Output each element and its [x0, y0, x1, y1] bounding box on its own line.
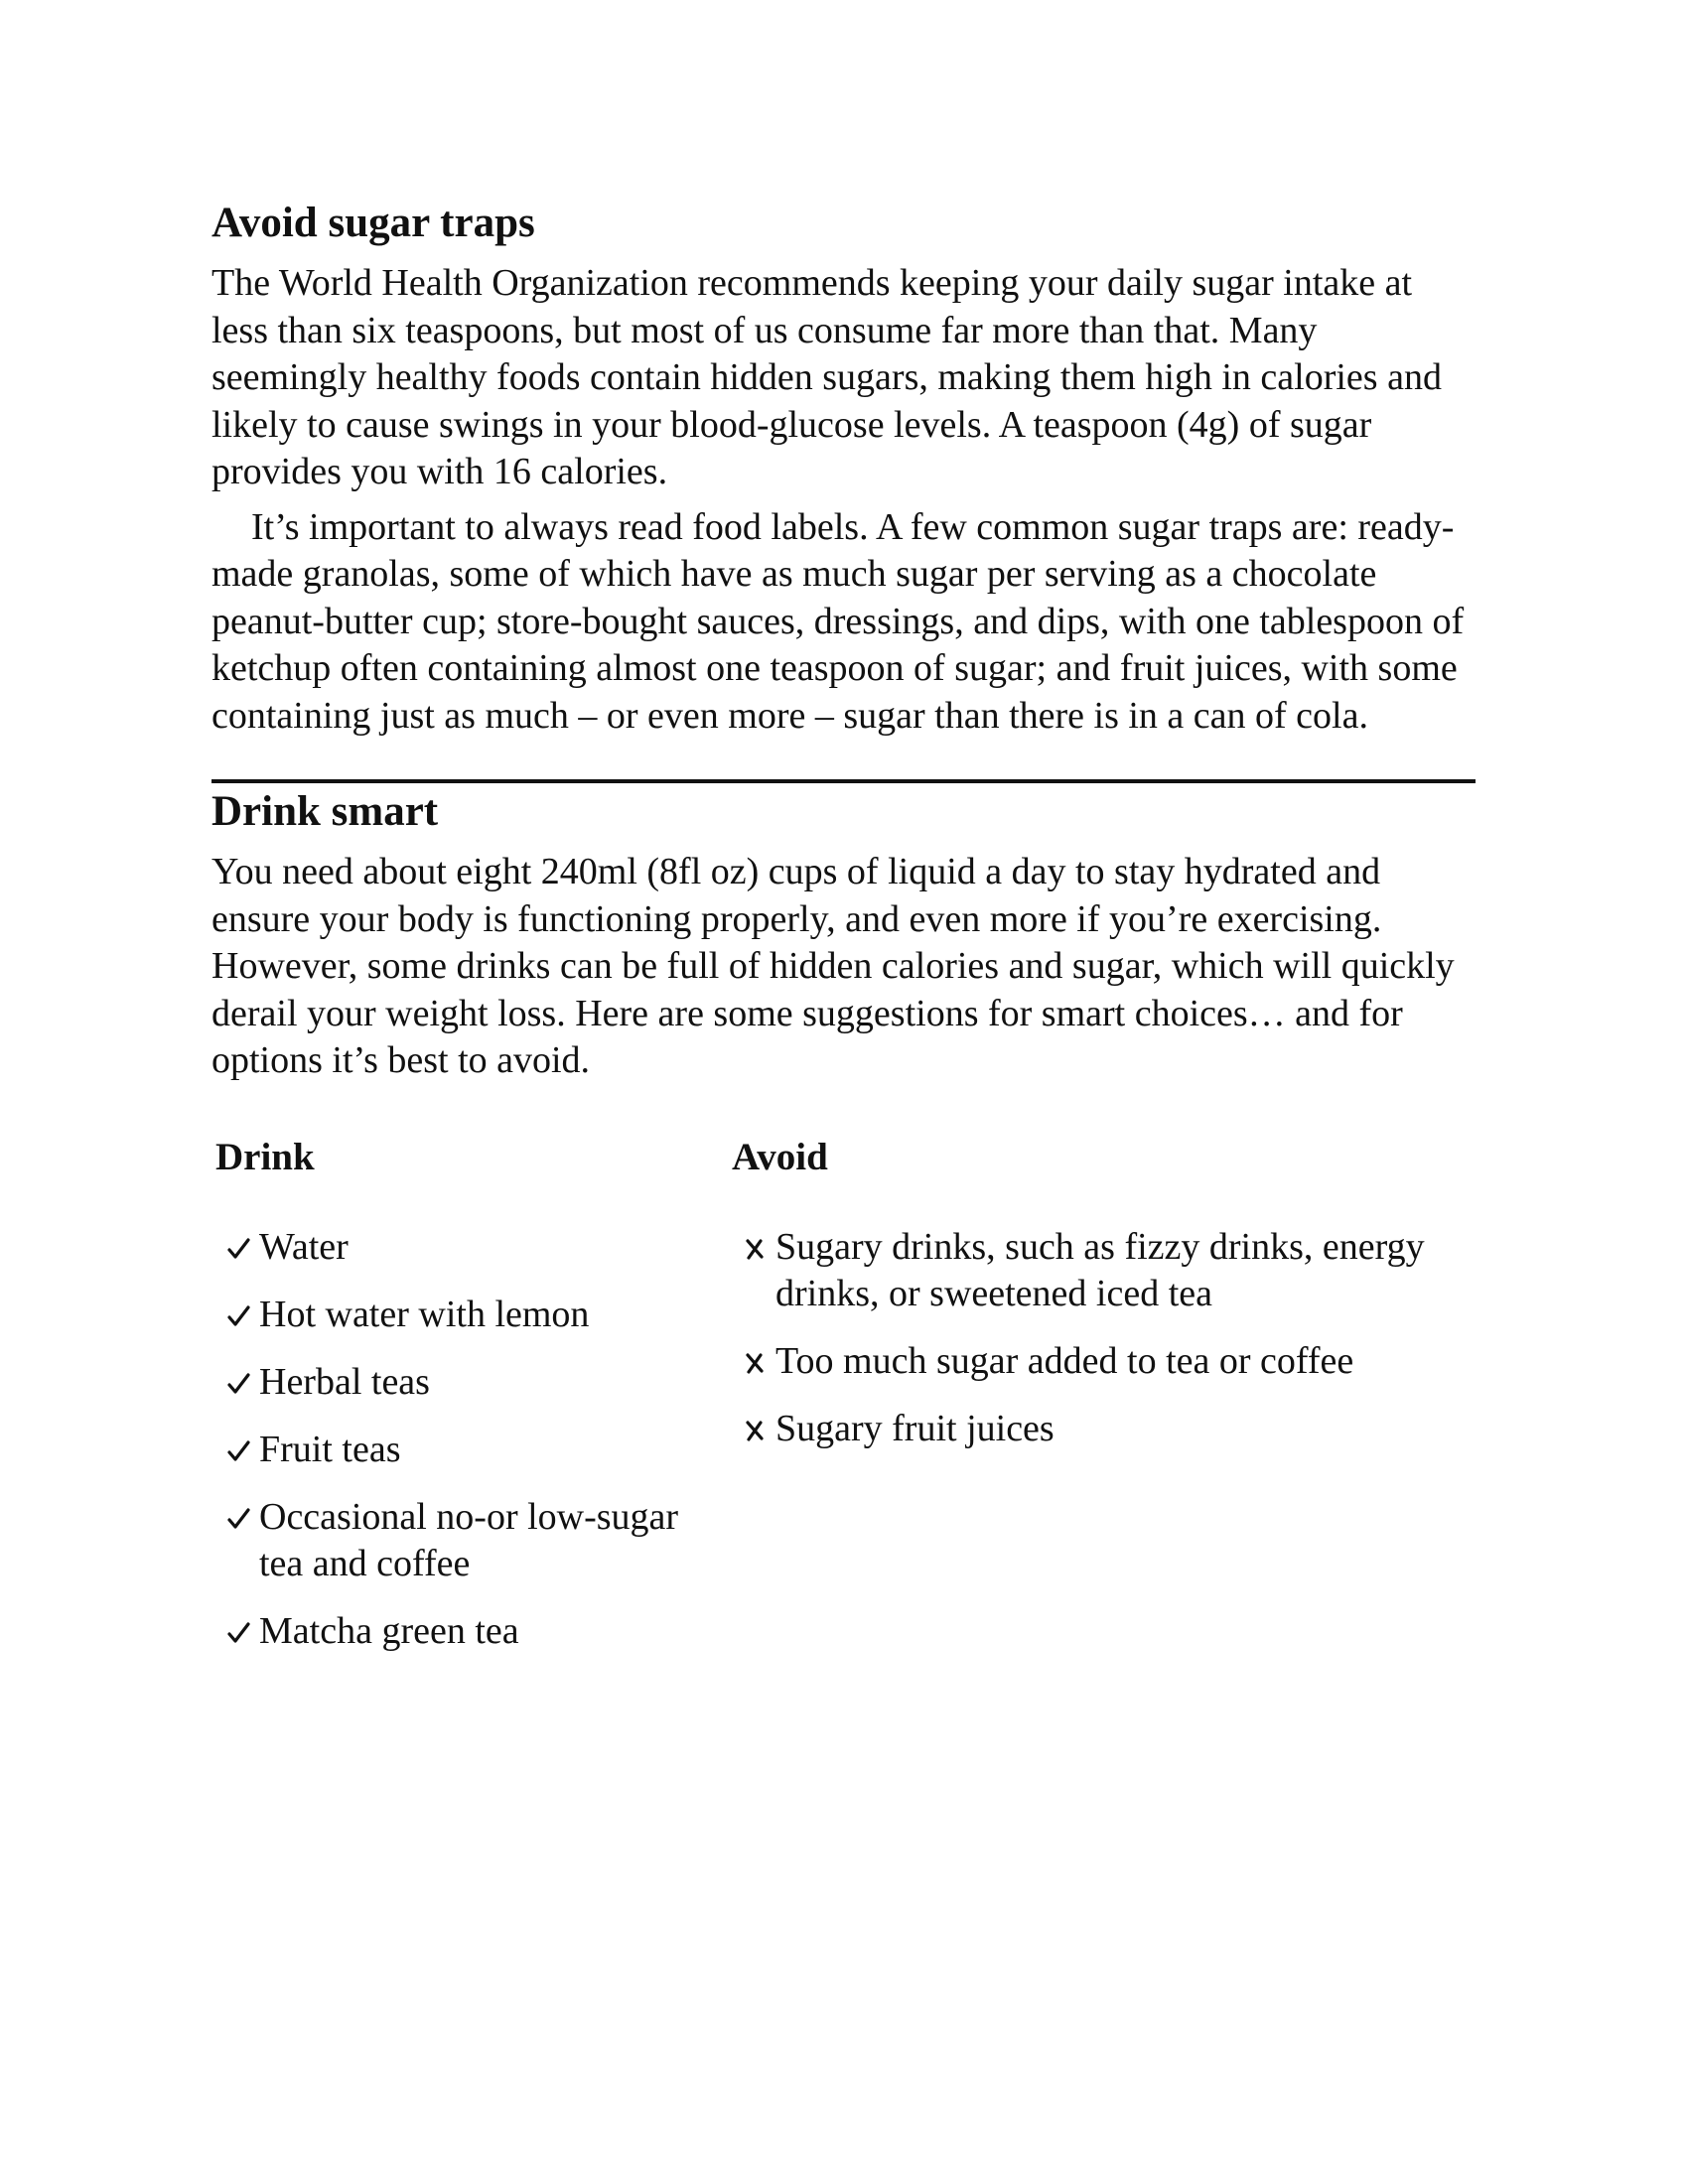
avoid-list-item	[743, 1406, 1438, 1452]
avoid-list-item	[743, 1224, 1438, 1317]
avoid-item-label: Sugary drinks, such as fizzy drinks, energy drinks, or sweetened iced tea	[775, 1225, 1425, 1314]
avoid-column-heading: Avoid	[732, 1135, 828, 1178]
check-icon	[226, 1494, 256, 1541]
drink-list-item	[226, 1608, 693, 1655]
paragraph-food-labels: It’s important to always read food labels. A few common sugar traps are: ready-made granolas, some of which have as much sugar per serving as a chocolate peanut-butter cup; store-bought sauces, dressings, and dips, with one tablespoon of ketchup often containing almost one teaspoon of sugar; and fruit juices, with some containing just as much – or even more – sugar than there is in a can of cola.	[211, 505, 1465, 737]
section-heading-drink-smart: Drink smart	[211, 788, 439, 835]
paragraph-sugar-intake: The World Health Organization recommends keeping your daily sugar intake at less than six teaspoons, but most of us consume far more than that. Many seemingly healthy foods contain hidden sugars, making them high in calories and likely to cause swings in your blood-glucose levels. A teaspoon (4g) of sugar provides you with 16 calories.	[211, 262, 1442, 492]
check-icon	[226, 1608, 256, 1655]
page-content	[211, 199, 1476, 1691]
avoid-item-label: Sugary fruit juices	[775, 1407, 1055, 1449]
drink-list-item	[226, 1224, 693, 1271]
cross-icon	[743, 1406, 773, 1452]
cross-icon	[743, 1338, 773, 1385]
check-icon	[226, 1292, 256, 1338]
drink-item-label: Fruit teas	[259, 1428, 401, 1470]
avoid-item-label: Too much sugar added to tea or coffee	[775, 1339, 1354, 1382]
section-heading-avoid-sugar-traps: Avoid sugar traps	[211, 200, 535, 246]
avoid-list	[743, 1224, 1438, 1473]
section-divider	[211, 779, 1476, 783]
check-icon	[226, 1359, 256, 1406]
drink-list	[226, 1224, 693, 1676]
check-icon	[226, 1224, 256, 1271]
drink-list-item	[226, 1292, 693, 1338]
drink-item-label: Hot water with lemon	[259, 1293, 590, 1335]
drink-list-item	[226, 1359, 693, 1406]
drink-item-label: Matcha green tea	[259, 1609, 519, 1652]
drink-item-label: Herbal teas	[259, 1360, 430, 1403]
check-icon	[226, 1427, 256, 1473]
drink-column-heading: Drink	[215, 1135, 315, 1178]
drink-item-label: Occasional no-or low-sugar tea and coffee	[259, 1495, 679, 1584]
drink-item-label: Water	[259, 1225, 349, 1268]
avoid-list-item	[743, 1338, 1438, 1385]
drink-list-item	[226, 1427, 693, 1473]
drink-list-item	[226, 1494, 693, 1587]
paragraph-hydration: You need about eight 240ml (8fl oz) cups of liquid a day to stay hydrated and ensure your body is functioning properly, and even more if you’re exercising. However, some drinks can be full of hidden calories and sugar, which will quickly derail your weight loss. Here are some suggestions for smart choices… and for options it’s best to avoid.	[211, 851, 1455, 1081]
drink-avoid-columns	[211, 1135, 1476, 1691]
cross-icon	[743, 1224, 773, 1271]
